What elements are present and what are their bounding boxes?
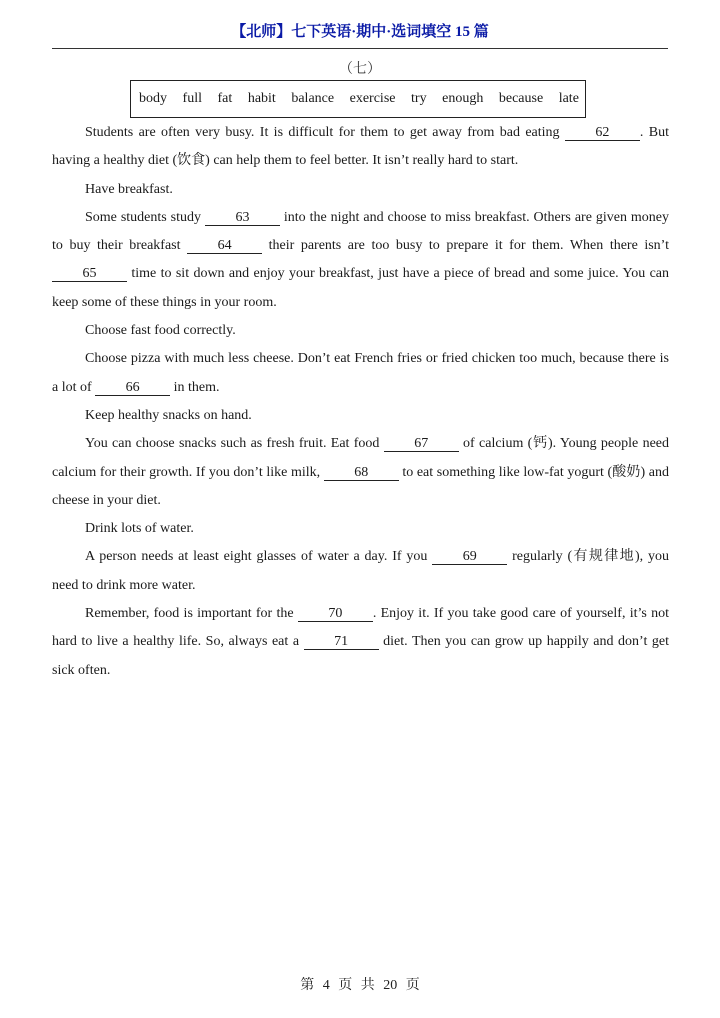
- paragraph-text: Remember, food is important for the: [85, 606, 298, 622]
- paragraph-intro: [52, 119, 669, 176]
- paragraph-text: Some students study: [85, 209, 205, 225]
- word-bank-item: because: [498, 91, 544, 106]
- word-bank-box: [130, 80, 586, 118]
- blank-69: 69: [432, 549, 507, 565]
- blank-63: 63: [205, 210, 280, 226]
- paragraph-text: in them.: [170, 379, 220, 395]
- blank-70: 70: [298, 606, 373, 622]
- blank-64: 64: [187, 238, 262, 254]
- paragraph-text: A person needs at least eight glasses of water a day. If you: [85, 549, 433, 565]
- paragraph-text: into the night and choose to miss breakfast. Others are given money to buy their breakfast: [52, 209, 669, 254]
- word-bank-item: late: [558, 91, 579, 106]
- word-bank-item: fat: [217, 91, 233, 106]
- blank-66: 66: [95, 380, 170, 396]
- passage: [52, 119, 669, 685]
- blank-68: 68: [324, 465, 399, 481]
- word-bank-item: exercise: [349, 91, 396, 106]
- paragraph-text: . But having a healthy diet (饮食) can help them to feel better. It isn’t really hard to start.: [52, 125, 669, 169]
- word-bank-item: try: [411, 91, 427, 106]
- subheading-fast-food: Choose fast food correctly.: [85, 323, 236, 339]
- paragraph-conclusion: [52, 600, 669, 685]
- blank-71: 71: [304, 634, 379, 650]
- paragraph-text: . Enjoy it. If you take good care of yourself, it’s not hard to live a healthy life. So, always eat a: [52, 606, 669, 650]
- word-bank-item: full: [182, 91, 202, 106]
- page-header-title: 【北师】七下英语·期中·选词填空 15 篇: [231, 24, 489, 40]
- paragraph-snacks: [52, 430, 669, 515]
- paragraph-text: to eat something like low-fat yogurt (酸奶) and cheese in your diet.: [52, 464, 669, 508]
- paragraph-water: [52, 543, 669, 600]
- subheading-snacks: Keep healthy snacks on hand.: [85, 407, 252, 423]
- word-bank-item: habit: [247, 91, 276, 106]
- word-bank-item: body: [139, 91, 167, 106]
- word-bank-item: balance: [291, 91, 335, 106]
- word-bank-item: enough: [442, 91, 484, 106]
- paragraph-text: their parents are too busy to prepare it for them. When there isn’t: [262, 238, 669, 254]
- paragraph-text: You can choose snacks such as fresh fruit. Eat food: [85, 436, 384, 452]
- paragraph-text: regularly (有规律地), you need to drink more water.: [52, 549, 669, 593]
- subheading-water: Drink lots of water.: [85, 521, 194, 537]
- paragraph-text: Choose pizza with much less cheese. Don’t eat French fries or fried chicken too much, because there is a lot of: [52, 351, 669, 395]
- blank-62: 62: [565, 125, 640, 141]
- paragraph-text: diet. Then you can grow up happily and don’t get sick often.: [52, 634, 669, 678]
- blank-67: 67: [384, 436, 459, 452]
- paragraph-fast-food: [52, 345, 669, 402]
- page-number: 第 4 页 共 20 页: [300, 978, 420, 993]
- paragraph-text: of calcium (钙). Young people need calcium for their growth. If you don’t like milk,: [52, 436, 669, 480]
- paragraph-text: time to sit down and enjoy your breakfast, just have a piece of bread and some juice. You can keep some of these things in your room.: [52, 266, 669, 310]
- section-title: （七）: [339, 62, 381, 77]
- subheading-breakfast: Have breakfast.: [85, 181, 173, 197]
- header-divider: [52, 48, 668, 49]
- paragraph-breakfast: [52, 204, 669, 317]
- blank-65: 65: [52, 266, 127, 282]
- paragraph-text: Students are often very busy. It is difficult for them to get away from bad eating: [85, 125, 565, 140]
